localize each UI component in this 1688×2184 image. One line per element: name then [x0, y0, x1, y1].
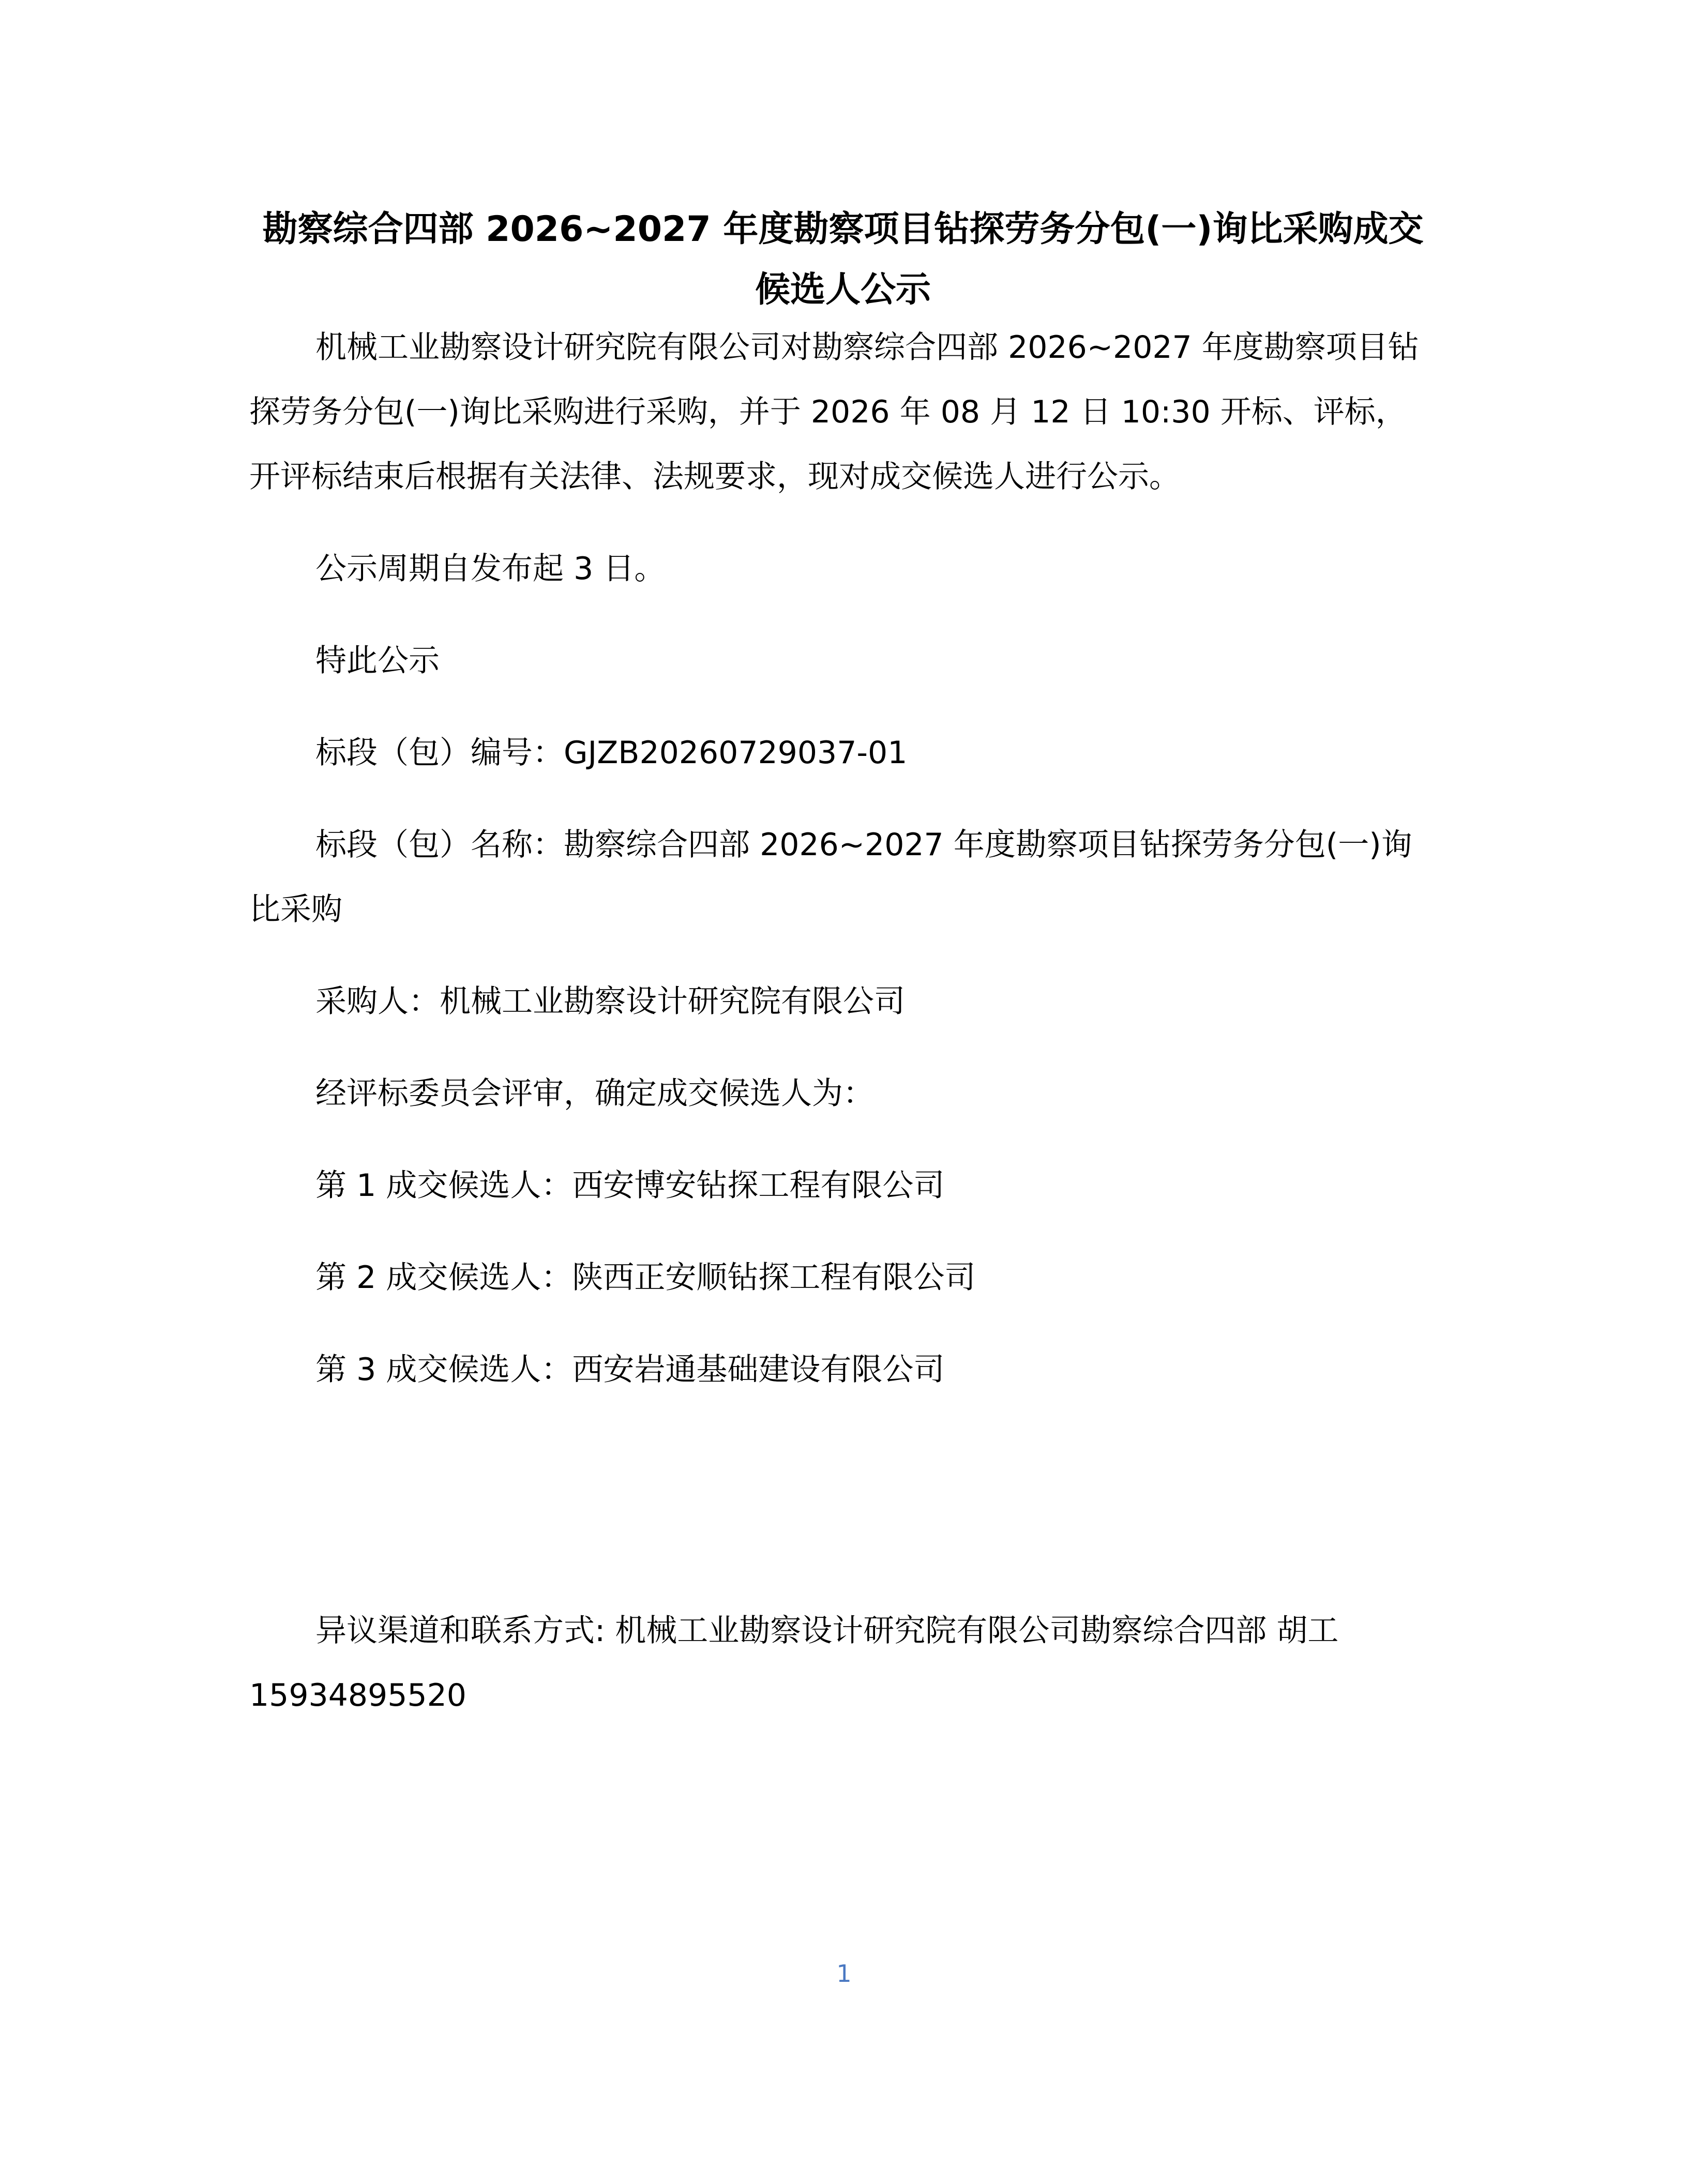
candidate-3: 第 3 成交候选人：西安岩通基础建设有限公司: [315, 1352, 945, 1388]
candidate-2: 第 2 成交候选人：陕西正安顺钻探工程有限公司: [315, 1260, 976, 1296]
purchaser: 采购人：机械工业勘察设计研究院有限公司: [315, 983, 905, 1020]
intro-paragraph: 机械工业勘察设计研究院有限公司对勘察综合四部 2026~2027 年度勘察项目钻探劳务分包(一)询比采购进行采购，并于 2026 年 08 月 12 日 10:30 开标、评标，开评标结束后根据有关法律、法规要求，现对成交候选人进行公示。: [249, 329, 1419, 495]
review-result: 经评标委员会评审，确定成交候选人为：: [315, 1075, 874, 1112]
candidate-1: 第 1 成交候选人：西安博安钻探工程有限公司: [315, 1167, 945, 1204]
page-number: 1: [836, 1960, 852, 1988]
publicity-period: 公示周期自发布起 3 日。: [315, 551, 666, 587]
contact-info: 异议渠道和联系方式: 机械工业勘察设计研究院有限公司勘察综合四部 胡工 15934895520: [249, 1613, 1339, 1713]
lot-name: 标段（包）名称：勘察综合四部 2026~2027 年度勘察项目钻探劳务分包(一)询比采购: [249, 827, 1412, 928]
lot-number: 标段（包）编号：GJZB20260729037-01: [315, 735, 908, 771]
document-title: 勘察综合四部 2026~2027 年度勘察项目钻探劳务分包(一)询比采购成交候选人公示: [262, 209, 1424, 310]
document-body: [249, 315, 1434, 1728]
notice-line: 特此公示: [315, 643, 440, 679]
